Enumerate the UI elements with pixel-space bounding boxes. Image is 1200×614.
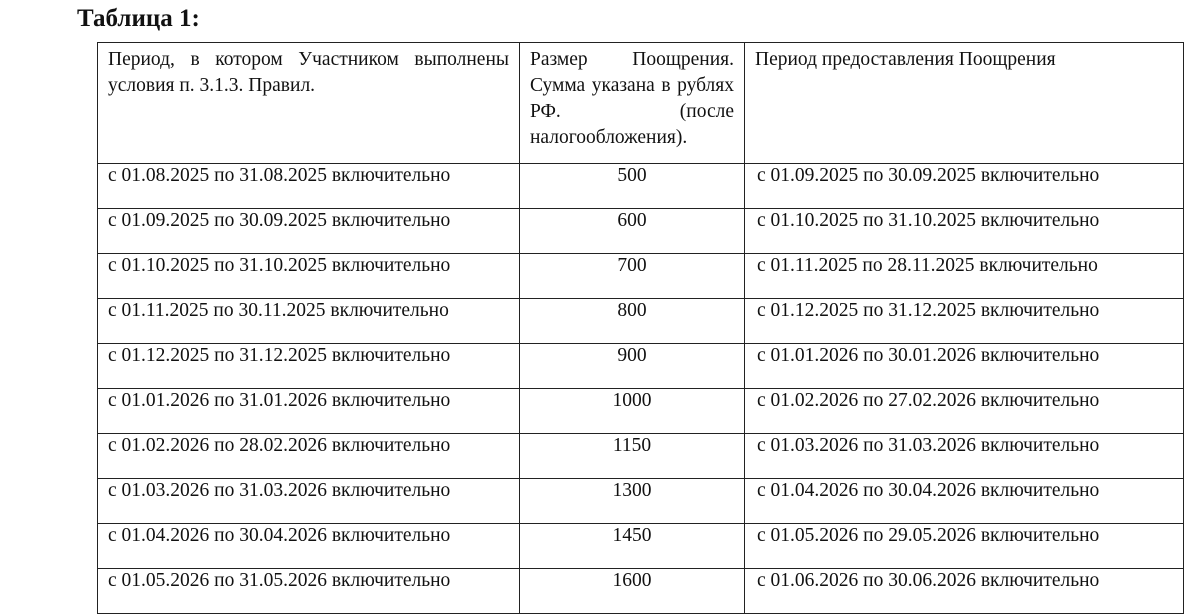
row-period-cell: с 01.08.2025 по 31.08.2025 включительно <box>98 164 520 209</box>
row-grant-period-cell: с 01.03.2026 по 31.03.2026 включительно <box>745 434 1184 479</box>
row-grant-period-cell: с 01.04.2026 по 30.04.2026 включительно <box>745 479 1184 524</box>
row-grant-period-cell: с 01.09.2025 по 30.09.2025 включительно <box>745 164 1184 209</box>
header-amount: Размер Поощрения. Сумма указана в рублях РФ. (после налогообложения). <box>530 49 734 148</box>
row-period-cell: с 01.12.2025 по 31.12.2025 включительно <box>98 344 520 389</box>
row-amount-cell: 1300 <box>520 479 745 524</box>
row-period-cell: с 01.05.2026 по 31.05.2026 включительно <box>98 569 520 614</box>
row-grant-period-cell: с 01.10.2025 по 31.10.2025 включительно <box>745 209 1184 254</box>
row-period-cell: с 01.04.2026 по 30.04.2026 включительно <box>98 524 520 569</box>
table-row <box>98 524 1184 569</box>
row-grant-period-cell: с 01.02.2026 по 27.02.2026 включительно <box>745 389 1184 434</box>
row-amount-cell: 500 <box>520 164 745 209</box>
table-row <box>98 344 1184 389</box>
table-row <box>98 434 1184 479</box>
row-period-cell: с 01.03.2026 по 31.03.2026 включительно <box>98 479 520 524</box>
row-amount-cell: 1150 <box>520 434 745 479</box>
row-period-cell: с 01.02.2026 по 28.02.2026 включительно <box>98 434 520 479</box>
row-period-cell: с 01.01.2026 по 31.01.2026 включительно <box>98 389 520 434</box>
table-row <box>98 389 1184 434</box>
row-period-cell: с 01.11.2025 по 30.11.2025 включительно <box>98 299 520 344</box>
table-row <box>98 569 1184 614</box>
header-period: Период, в котором Участником выполнены условия п. 3.1.3. Правил. <box>108 49 509 96</box>
row-amount-cell: 1450 <box>520 524 745 569</box>
row-period-cell: с 01.09.2025 по 30.09.2025 включительно <box>98 209 520 254</box>
row-period-cell: с 01.10.2025 по 31.10.2025 включительно <box>98 254 520 299</box>
header-grant-period: Период предоставления Поощрения <box>755 49 1056 70</box>
row-grant-period-cell: с 01.12.2025 по 31.12.2025 включительно <box>745 299 1184 344</box>
table-row <box>98 209 1184 254</box>
incentive-table <box>97 42 1184 614</box>
table-header-row <box>98 43 1184 164</box>
row-amount-cell: 600 <box>520 209 745 254</box>
row-amount-cell: 900 <box>520 344 745 389</box>
row-grant-period-cell: с 01.06.2026 по 30.06.2026 включительно <box>745 569 1184 614</box>
row-amount-cell: 1000 <box>520 389 745 434</box>
table-row <box>98 479 1184 524</box>
header-cell-period <box>98 43 520 164</box>
row-grant-period-cell: с 01.05.2026 по 29.05.2026 включительно <box>745 524 1184 569</box>
table-row <box>98 254 1184 299</box>
table-row <box>98 299 1184 344</box>
header-cell-grant-period <box>745 43 1184 164</box>
row-amount-cell: 700 <box>520 254 745 299</box>
table-title: Таблица 1: <box>77 5 200 32</box>
row-amount-cell: 1600 <box>520 569 745 614</box>
row-amount-cell: 800 <box>520 299 745 344</box>
row-grant-period-cell: с 01.01.2026 по 30.01.2026 включительно <box>745 344 1184 389</box>
table-row <box>98 164 1184 209</box>
header-cell-amount <box>520 43 745 164</box>
row-grant-period-cell: с 01.11.2025 по 28.11.2025 включительно <box>745 254 1184 299</box>
